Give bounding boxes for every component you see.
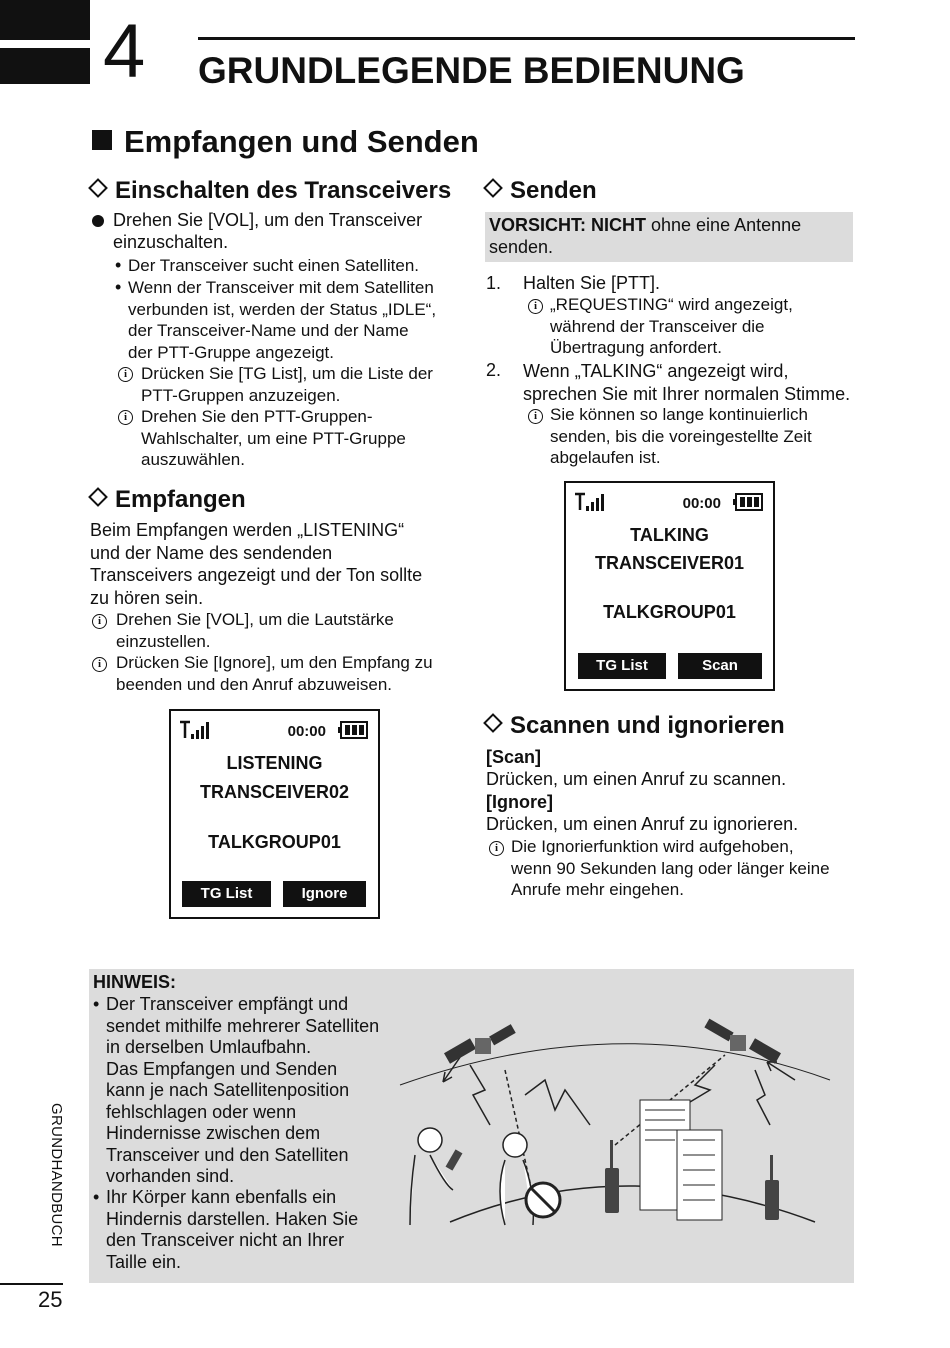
heading-empfangen: Empfangen: [88, 485, 246, 515]
note: Drehen Sie den PTT-Gruppen- Wahlschalter, um eine PTT-Gruppe auszuwählen.: [141, 407, 406, 470]
bullet-dot: •: [115, 277, 122, 297]
clock: 00:00: [682, 495, 721, 512]
radios: [446, 1140, 779, 1220]
heading-einschalten: Einschalten des Transceivers: [88, 176, 451, 206]
hinweis-bullet: Der Transceiver empfängt und sendet mithilfe mehrerer Satelliten in derselben Umlaufbahn. Das Empfangen und Senden kann je nach Satellitenposition fehlschlagen oder wenn Hindernisse zwischen dem Transceiver und den Satelliten vorhanden sind.: [106, 994, 380, 1186]
ignore-label: [Ignore]: [486, 792, 553, 812]
caution-label: VORSICHT: NICHT: [489, 215, 646, 235]
diamond-icon: [88, 487, 108, 507]
bullet-dot: •: [115, 255, 122, 275]
chapter-number: 4: [103, 9, 146, 94]
info-icon: i: [528, 299, 543, 314]
satellite-left: [444, 1024, 516, 1064]
note: Drehen Sie [VOL], um die Lautstärke einzustellen.: [116, 610, 394, 651]
title-rule: [198, 37, 855, 40]
satellite-right: [704, 1019, 781, 1064]
footer-rule: [0, 1283, 63, 1285]
heading-senden: Senden: [483, 176, 597, 206]
note: Drücken Sie [Ignore], um den Empfang zu beenden und den Anruf abzuweisen.: [116, 653, 433, 694]
status-line: TALKING: [630, 525, 709, 545]
diamond-icon: [483, 713, 503, 733]
signal-icon: [179, 720, 213, 740]
signal-icon: [574, 492, 608, 512]
hinweis-title: HINWEIS:: [93, 972, 176, 992]
buildings: [640, 1100, 722, 1220]
bullet-dot: •: [93, 1187, 100, 1207]
info-icon: i: [489, 841, 504, 856]
transceiver-name: TRANSCEIVER01: [594, 553, 745, 573]
step-note: „REQUESTING“ wird angezeigt, während der Transceiver die Übertragung anfordert.: [550, 295, 793, 358]
battery-icon: [338, 721, 368, 739]
chapter-title: GRUNDLEGENDE BEDIENUNG: [198, 50, 745, 91]
ignore-text: Drücken, um einen Anruf zu ignorieren.: [486, 814, 799, 834]
info-icon: i: [118, 367, 133, 382]
step-number: 2.: [486, 360, 502, 380]
square-bullet-icon: [92, 130, 112, 150]
filled-bullet-icon: [92, 215, 104, 227]
scan-softkey: Scan: [678, 653, 762, 679]
tg-list-softkey: TG List: [182, 881, 271, 907]
heading-scannen: Scannen und ignorieren: [483, 711, 785, 741]
caution-box: [485, 212, 853, 262]
scan-text: Drücken, um einen Anruf zu scannen.: [486, 769, 787, 789]
info-icon: i: [92, 657, 107, 672]
section-title: Empfangen und Senden: [124, 124, 479, 159]
display-listening: [169, 709, 380, 919]
clock: 00:00: [287, 723, 326, 740]
talkgroup-name: TALKGROUP01: [208, 832, 341, 852]
sub-item: Der Transceiver sucht einen Satelliten.: [128, 256, 420, 275]
caution-text: ohne eine Antenne senden.: [489, 215, 802, 257]
display-talking: [564, 481, 775, 691]
hinweis-bullet: Ihr Körper kann ebenfalls ein Hindernis darstellen. Haken Sie den Transceiver nicht an Ihrer Taille ein.: [106, 1187, 359, 1272]
chapter-tab-top: [0, 0, 90, 40]
diamond-icon: [88, 178, 108, 198]
empfangen-text: Beim Empfangen werden „LISTENING“ und der Name des sendenden Transceivers angezeigt und der Ton sollte zu hören sein.: [90, 520, 423, 609]
tg-list-softkey: TG List: [578, 653, 666, 679]
side-label: GRUNDHANDBUCH: [48, 1103, 65, 1247]
info-icon: i: [92, 614, 107, 629]
scan-label: [Scan]: [486, 747, 542, 767]
people: [410, 1128, 560, 1225]
page-number: 25: [38, 1287, 63, 1312]
step-note: Sie können so lange kontinuierlich senden, bis die voreingestellte Zeit abgelaufen ist.: [550, 405, 812, 468]
step-number: 1.: [486, 273, 502, 293]
satellite-illustration: [395, 1010, 855, 1235]
step-text: Wenn „TALKING“ angezeigt wird, sprechen Sie mit Ihrer normalen Stimme.: [523, 361, 851, 404]
battery-icon: [733, 493, 763, 511]
ignore-note: Die Ignorierfunktion wird aufgehoben, wenn 90 Sekunden lang oder länger keine Anrufe mehr eingehen.: [511, 837, 830, 900]
ignore-softkey: Ignore: [283, 881, 366, 907]
info-icon: i: [528, 409, 543, 424]
step-text: Halten Sie [PTT].: [523, 273, 661, 293]
info-icon: i: [118, 410, 133, 425]
lightning: [470, 1065, 490, 1125]
bullet-dot: •: [93, 994, 100, 1014]
section-heading: [92, 124, 479, 160]
sub-item: Wenn der Transceiver mit dem Satelliten verbunden ist, werden der Status „IDLE“, der Transceiver-Name und der Name der PTT-Gruppe angezeigt.: [128, 278, 437, 363]
transceiver-name: TRANSCEIVER02: [199, 782, 350, 802]
note: Drücken Sie [TG List], um die Liste der PTT-Gruppen anzuzeigen.: [141, 364, 433, 405]
status-line: LISTENING: [226, 753, 323, 773]
talkgroup-name: TALKGROUP01: [603, 602, 736, 622]
einschalten-step: Drehen Sie [VOL], um den Transceiver einzuschalten.: [113, 210, 423, 252]
chapter-tab-bottom: [0, 48, 90, 84]
diamond-icon: [483, 178, 503, 198]
